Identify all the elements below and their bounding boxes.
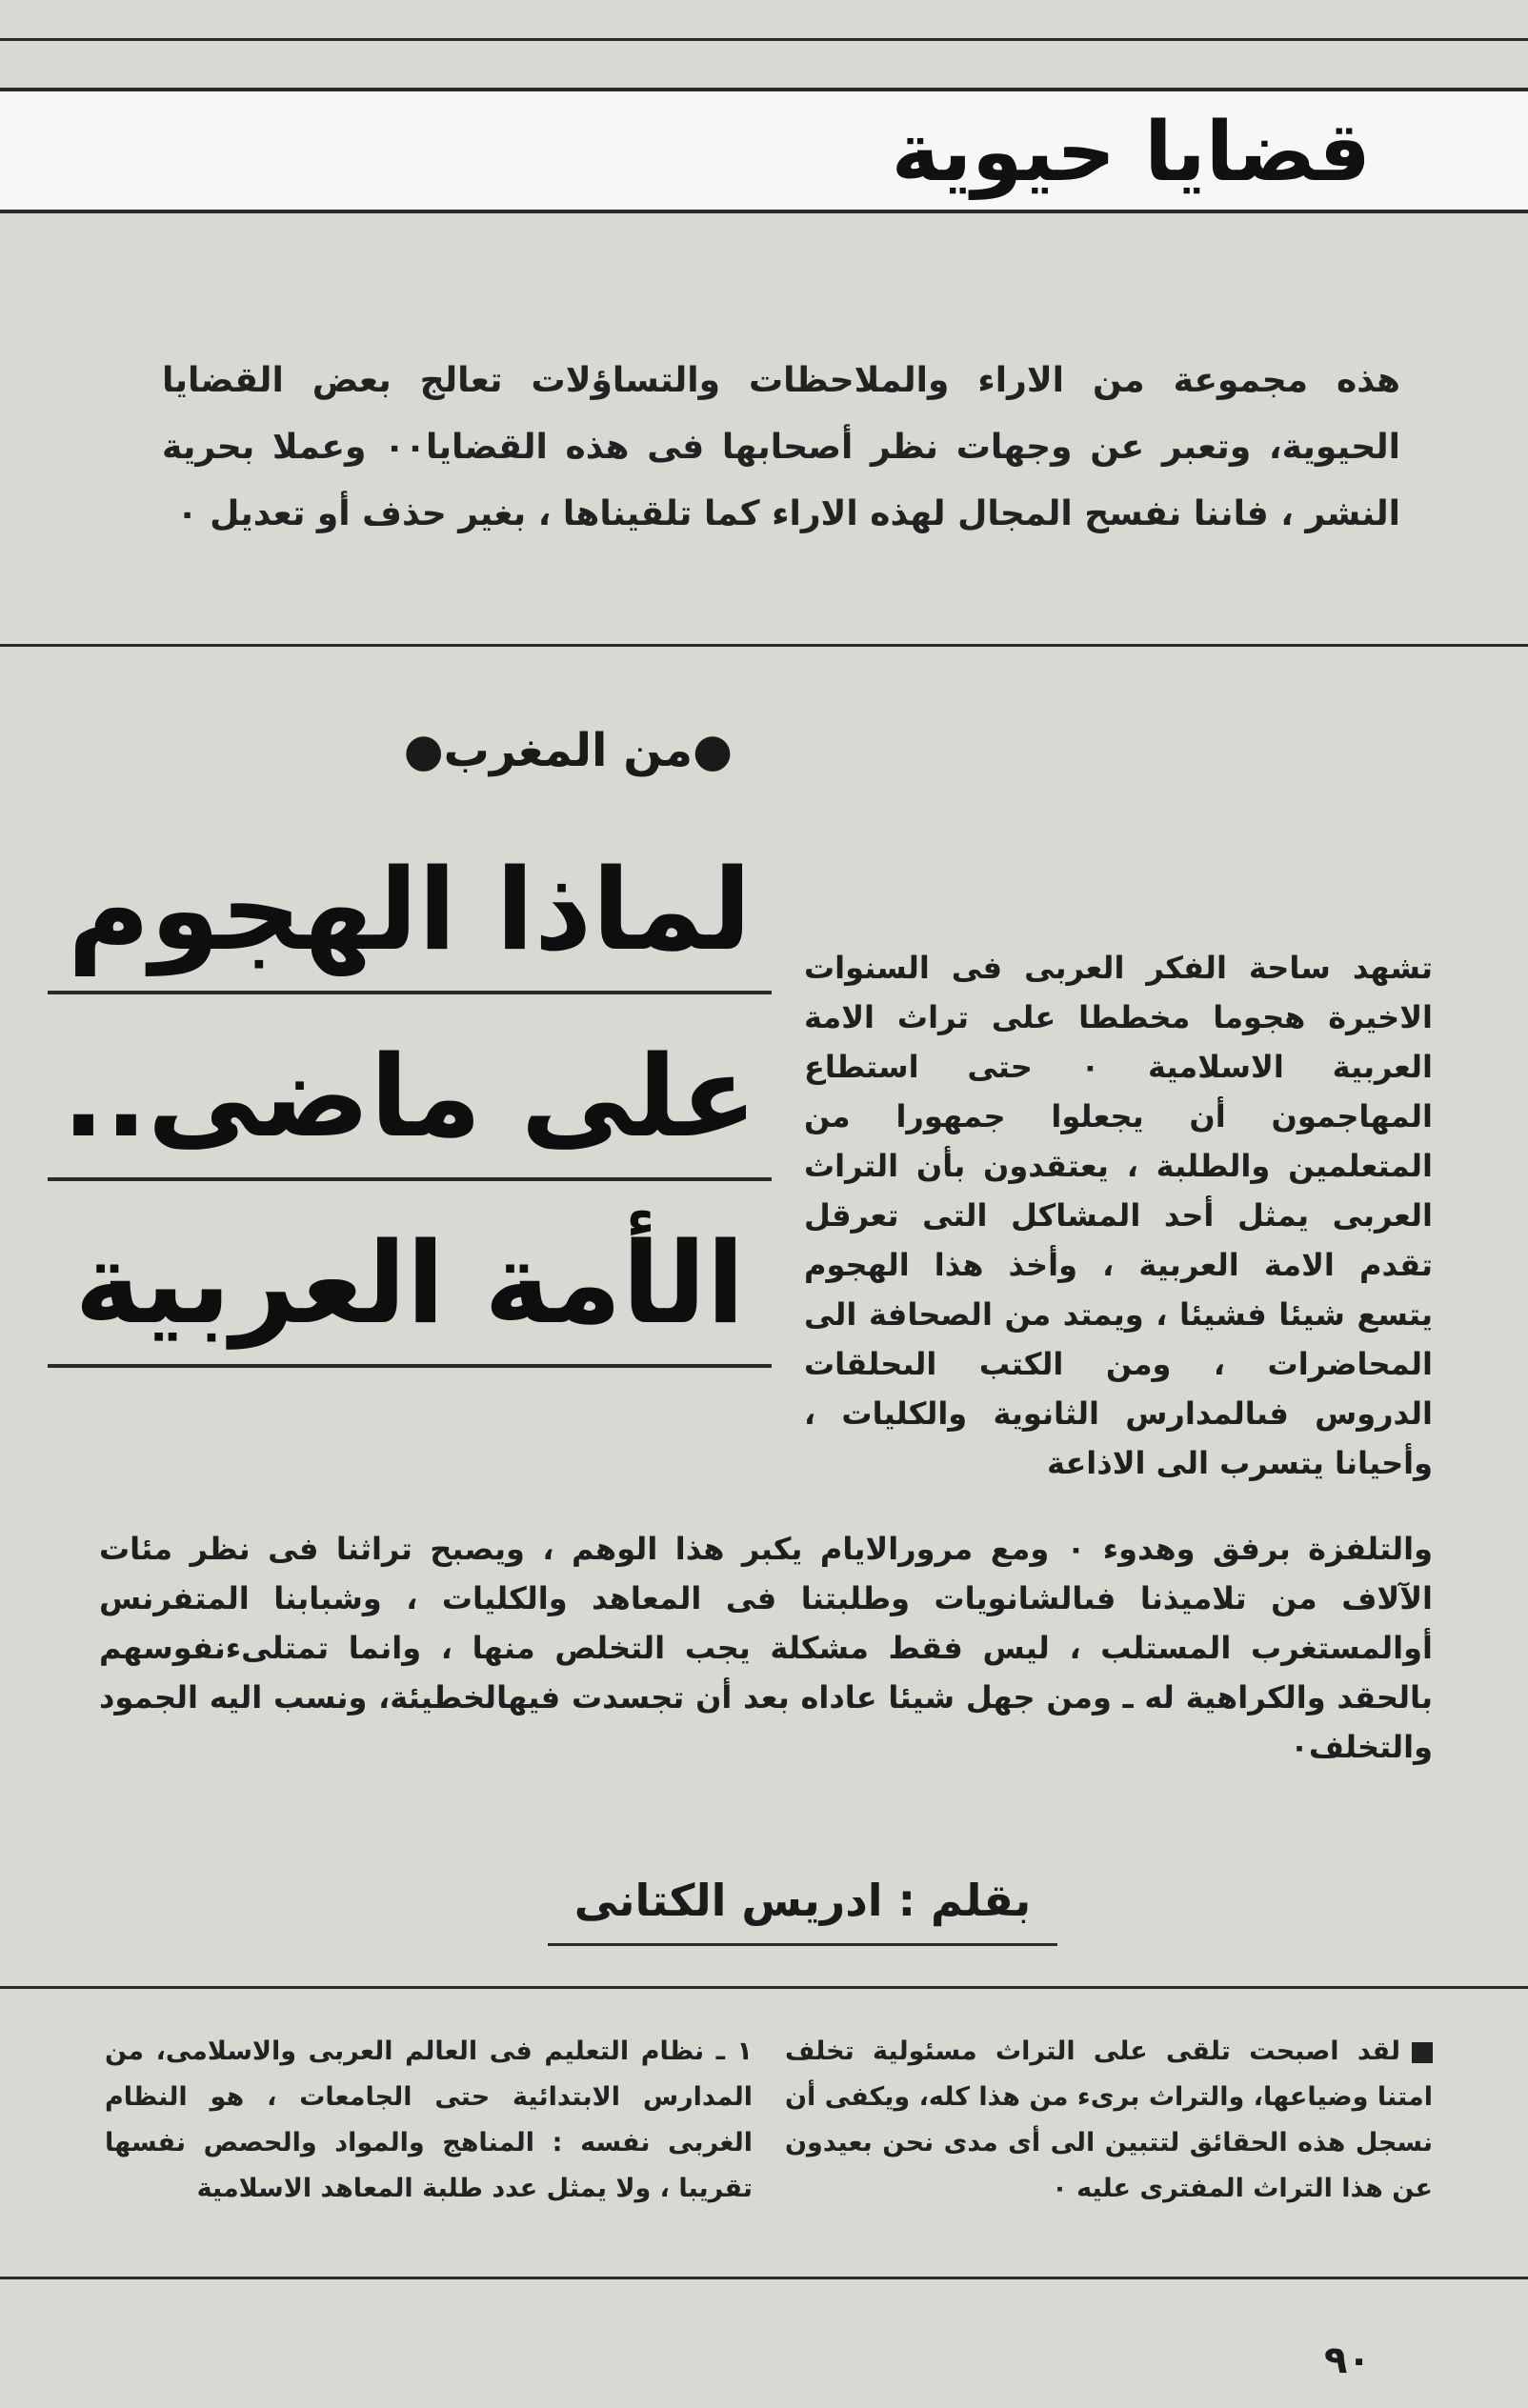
footnote-left: ١ ـ نظام التعليم فى العالم العربى والاسلامى، من المدارس الابتدائية حتى الجامعات ، هو النظام الغربى نفسه : المناهج والمواد والحصص نفسها تقريبا ، ولا يمثل عدد طلبة المعاهد الاسلامية <box>105 2037 753 2203</box>
intro-divider <box>0 644 1528 647</box>
headline-line-2: على ماضى.. <box>48 1025 772 1181</box>
intro-paragraph: هذه مجموعة من الاراء والملاحظات والتساؤلات تعالج بعض القضايا الحيوية، وتعبر عن وجهات نظر أصحابها فى هذه القضايا٠٠ وعملا بحرية النشر ، فاننا نفسح المجال لهذه الاراء كما تلقيناها ، بغير حذف أو تعديل ٠ <box>162 361 1400 533</box>
bottom-rule <box>0 2277 1528 2279</box>
square-bullet-icon <box>1412 2042 1433 2063</box>
article-wide-text: والتلفزة برفق وهدوء ٠ ومع مرورالايام يكبر هذا الوهم ، ويصبح تراثنا فى نظر مئات الآلاف من تلاميذنا فىالشانويات وطلبتنا فى المعاهد والكليات ، وشبابنا المتفرنس أوالمستغرب المستلب ، ليس فقط مشكلة يجب التخلص منها ، وانما تمتلىءنفوسهم بالحقد والكراهية له ـ ومن جهل شيئا عاداه بعد أن تجسدت فيهالخطيئة، ونسب اليه الجمود والتخلف٠ <box>99 1531 1434 1765</box>
top-rule <box>0 38 1528 41</box>
page-number: ٩٠ <box>1324 2338 1371 2382</box>
headline-line-3: الأمة العربية <box>48 1212 772 1368</box>
article-kicker: ●من المغرب● <box>403 724 733 777</box>
footnote-right-text: لقد اصبحت تلقى على التراث مسئولية تخلف امتنا وضياعها، والتراث برىء من هذا كله، ويكفى أن نسجل هذه الحقائق لتتبين الى أى مدى نحن بعيدون عن هذا التراث المفترى عليه ٠ <box>785 2037 1433 2203</box>
headline-line-1: لماذا الهجوم <box>48 838 772 994</box>
byline-divider <box>0 1986 1528 1989</box>
article-headline <box>48 838 772 1368</box>
article-column-text: تشهد ساحة الفكر العربى فى السنوات الاخيرة هجوما مخططا على تراث الامة العربية الاسلامية ٠ حتى استطاع المهاجمون أن يجعلوا جمهورا من المتعلمين والطلبة ، يعتقدون بأن التراث العربى يمثل أحد المشاكل التى تعرقل تقدم الامة العربية ، وأخذ هذا الهجوم يتسع شيئا فشيئا ، ويمتد من الصحافة الى المحاضرات ، ومن الكتب الىحلقات الدروس فىالمدارس الثانوية والكليات ، وأحيانا يتسرب الى الاذاعة <box>804 950 1434 1481</box>
section-title: قضايا حيوية <box>891 105 1371 200</box>
footnote-right <box>785 2029 1433 2212</box>
article-byline: بقلم : ادريس الكتانى <box>548 1875 1057 1946</box>
